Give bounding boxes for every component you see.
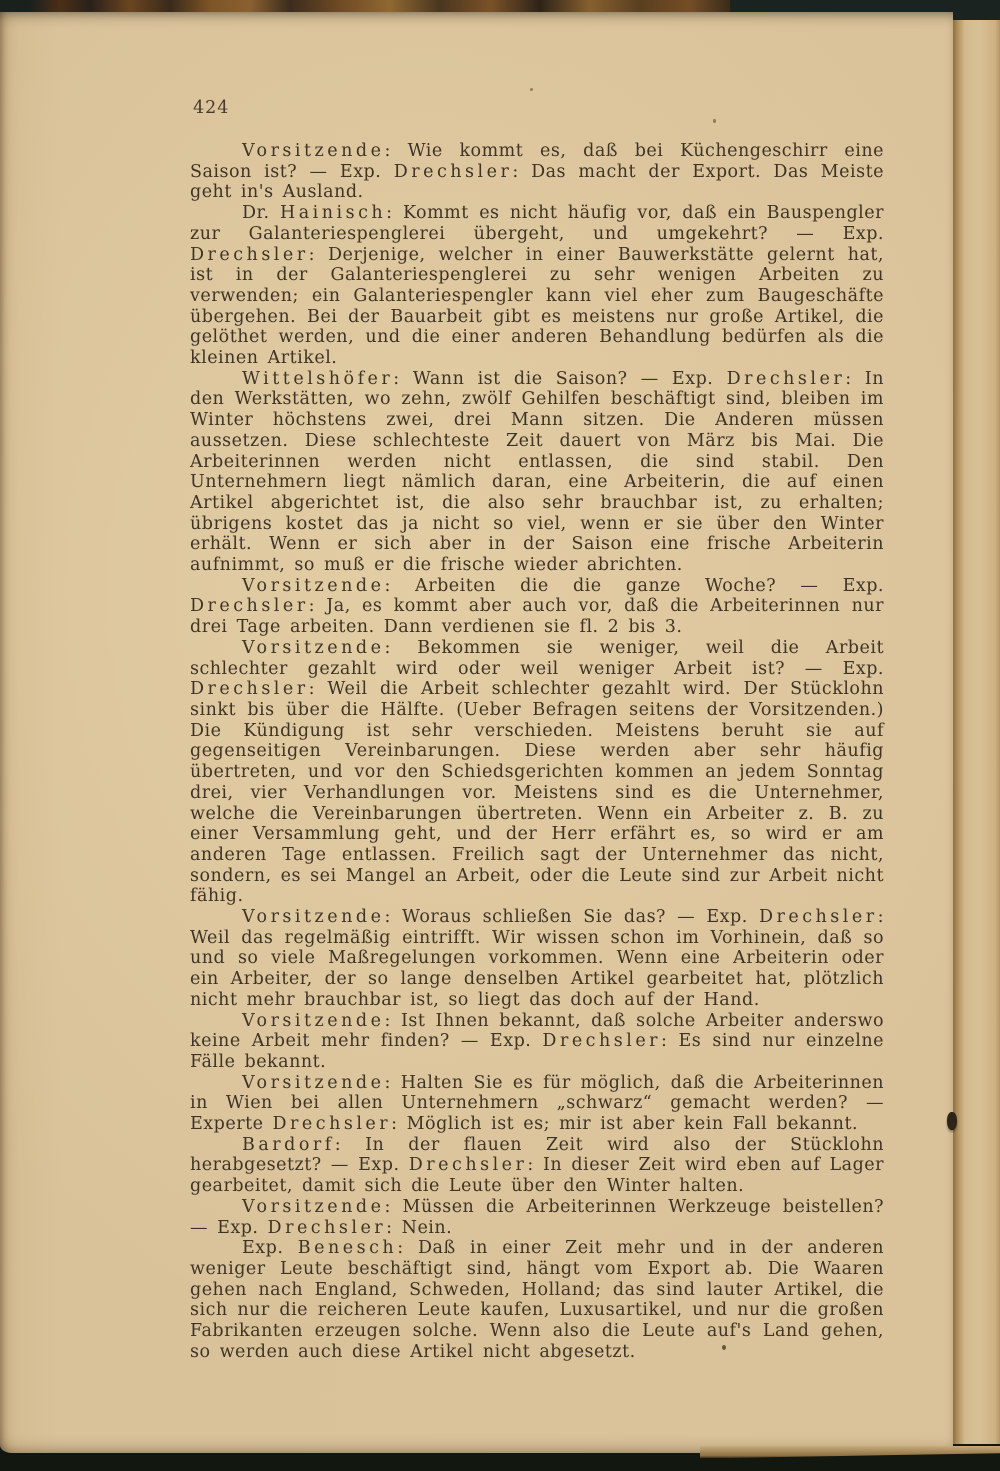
speaker-name: Vorsitzende — [242, 637, 385, 658]
paragraph-text: : Nein. — [386, 1217, 453, 1238]
speaker-name: Drechsler — [726, 368, 846, 389]
paragraph-text: : In den Werkstätten, wo zehn, zwölf Gehilfen beschäftigt sind, bleiben im Winter höchstens zwei, drei Mann sitzen. Die Anderen müssen aussetzen. Diese schlechteste Zeit dauert von März bis Mai. Die Arbeiterinnen werden nicht entlassen, die sind stabil. Den Unternehmern liegt nämlich daran, eine Arbeiterin, die auf einen Artikel abgerichtet ist, die also sehr brauchbar ist, zu erhalten; übrigens kostet das ja nicht so viel, wenn er sie über den Winter erhält. Wenn er sich aber in der Saison eine frische Arbeiterin aufnimmt, so muß er die frische wieder abrichten. — [190, 368, 884, 576]
paragraph-1 — [190, 141, 884, 203]
paragraph-9 — [190, 1135, 884, 1197]
paragraph-text: : Bekommen sie weniger, weil die Arbeit schlechter gezahlt wird oder weil weniger Arbeit ist? — Exp. — [190, 637, 884, 679]
speaker-prefix: Dr. — [242, 203, 280, 224]
paragraph-text: : Woraus schließen Sie das? — Exp. — [384, 907, 759, 928]
paragraph-text: : Wann ist die Saison? — Exp. — [393, 368, 727, 389]
paragraph-3 — [190, 369, 884, 576]
paragraph-6 — [190, 907, 884, 1011]
paragraph-text: : Wie kommt es, daß bei Küchengeschirr eine Saison ist? — Exp. — [190, 141, 884, 182]
paragraph-8 — [190, 1073, 884, 1135]
paragraph-text: : In der flauen Zeit wird also der Stücklohn herabgesetzt? — Exp. — [190, 1134, 884, 1176]
speaker-name: Drechsler — [267, 1217, 387, 1238]
paper-speck — [722, 1345, 726, 1350]
page-bottom-edge — [700, 1446, 1000, 1458]
speaker-name: Drechsler — [408, 1155, 528, 1176]
speaker-name: Drechsler — [542, 1031, 662, 1052]
paragraph-text: : Weil das regelmäßig eintrifft. Wir wissen schon im Vorhinein, daß so und so viele Maßregelungen vorkommen. Wenn eine Arbeiterin oder ein Arbeiter, der so lange denselben Artikel gearbeitet hat, plötzlich nicht mehr brauchbar ist, so liegt das doch auf der Hand. — [190, 907, 884, 1010]
speaker-prefix: Exp. — [242, 1238, 298, 1259]
book-page — [0, 12, 953, 1453]
speaker-name: Vorsitzende — [242, 907, 385, 928]
paragraph-text: : Es sind nur einzelne Fälle bekannt. — [190, 1031, 885, 1072]
speaker-name: Drechsler — [758, 907, 878, 928]
paragraph-text: : Daß in einer Zeit mehr und in der anderen weniger Leute beschäftigt sind, hängt vom Export ab. Die Waaren gehen nach England, Schweden, Holland; das sind lauter Artikel, die sich nur die reicheren Leute kaufen, Luxusartikel, und nur die großen Fabrikanten erzeugen solche. Wenn also die Leute auf's Land gehen, so werden auch diese Artikel nicht abgesetzt. — [190, 1238, 884, 1362]
paragraph-text: : Arbeiten die die ganze Woche? — Exp. — [384, 575, 884, 596]
paragraph-text: : Weil die Arbeit schlechter gezahlt wird. Der Stücklohn sinkt bis über die Hälfte. (Ueber Befragen seitens der Vorsitzenden.) Die Kündigung ist sehr verschieden. Meistens beruht sie auf gegenseitigen Vereinbarungen. Diese werden aber sehr häufig übertreten, und vor den Schiedsgerichten kommen an jedem Sonntag drei, vier Verhandlungen vor. Meistens sind es die Unternehmer, welche die Vereinbarungen übertreten. Wenn ein Arbeiter z. B. zu einer Versammlung geht, und der Herr erfährt es, so wird er am anderen Tage entlassen. Freilich sagt der Unternehmer das nicht, sondern, es sei Mangel an Arbeit, oder die Leute sind zur Arbeit nicht fähig. — [190, 679, 884, 907]
speaker-name: Bardorf — [242, 1134, 335, 1155]
paragraph-11 — [190, 1238, 884, 1362]
speaker-name: Vorsitzende — [242, 141, 385, 161]
speaker-name: Drechsler — [190, 679, 309, 700]
speaker-name: Hainisch — [279, 203, 387, 224]
paragraph-7 — [190, 1011, 884, 1073]
speaker-name: Vorsitzende — [242, 1196, 385, 1217]
page-number: 424 — [193, 98, 230, 118]
speaker-name: Drechsler — [190, 244, 309, 265]
paragraph-text: : Kommt es nicht häufig vor, daß ein Bauspengler zur Galanteriespenglerei übergeht, und umgekehrt? — Exp. — [190, 203, 884, 244]
paragraph-2 — [190, 203, 884, 369]
paragraph-text: : Müssen die Arbeiterinnen Werkzeuge beistellen? — Exp. — [190, 1196, 884, 1238]
text-block — [190, 141, 884, 1362]
paper-speck — [530, 88, 533, 91]
speaker-name: Drechsler — [190, 596, 309, 617]
paragraph-text: : In dieser Zeit wird eben auf Lager gearbeitet, damit sich die Leute über den Winter halten. — [190, 1155, 884, 1197]
paragraph-10 — [190, 1197, 884, 1238]
paper-speck — [713, 119, 716, 123]
speaker-name: Vorsitzende — [242, 1072, 385, 1093]
edge-ink-mark — [947, 1112, 957, 1130]
paragraph-text: : Derjenige, welcher in einer Bauwerkstätte gelernt hat, ist in der Galanteriespenglerei zu sehr wenigen Arbeiten zu verwenden; ein Galanteriespengler kann viel eher zum Baugeschäfte übergehen. Bei der Bauarbeit gibt es meistens nur große Artikel, die gelöthet werden, und die einer anderen Behandlung bedürfen als die kleinen Artikel. — [190, 244, 884, 369]
paragraph-text: : Halten Sie es für möglich, daß die Arbeiterinnen in Wien bei allen Unternehmern „schwarz“ gemacht werden? — Experte — [190, 1072, 884, 1135]
page-fore-edge — [953, 20, 1000, 1444]
speaker-name: Wittelshöfer — [242, 368, 394, 389]
paragraph-4 — [190, 576, 884, 638]
speaker-name: Vorsitzende — [242, 575, 385, 596]
paragraph-text: : Ja, es kommt aber auch vor, daß die Arbeiterinnen nur drei Tage arbeiten. Dann verdienen sie fl. 2 bis 3. — [190, 596, 884, 638]
speaker-name: Drechsler — [393, 161, 513, 182]
paragraph-text: : Möglich ist es; mir ist aber kein Fall bekannt. — [391, 1114, 859, 1135]
paragraph-text: : Ist Ihnen bekannt, daß solche Arbeiter anderswo keine Arbeit mehr finden? — Exp. — [190, 1010, 884, 1052]
speaker-name: Vorsitzende — [242, 1010, 385, 1031]
paragraph-5 — [190, 638, 884, 907]
speaker-name: Benesch — [297, 1238, 398, 1259]
speaker-name: Drechsler — [272, 1114, 392, 1135]
paragraph-text: : Das macht der Export. Das Meiste geht in's Ausland. — [190, 161, 884, 203]
